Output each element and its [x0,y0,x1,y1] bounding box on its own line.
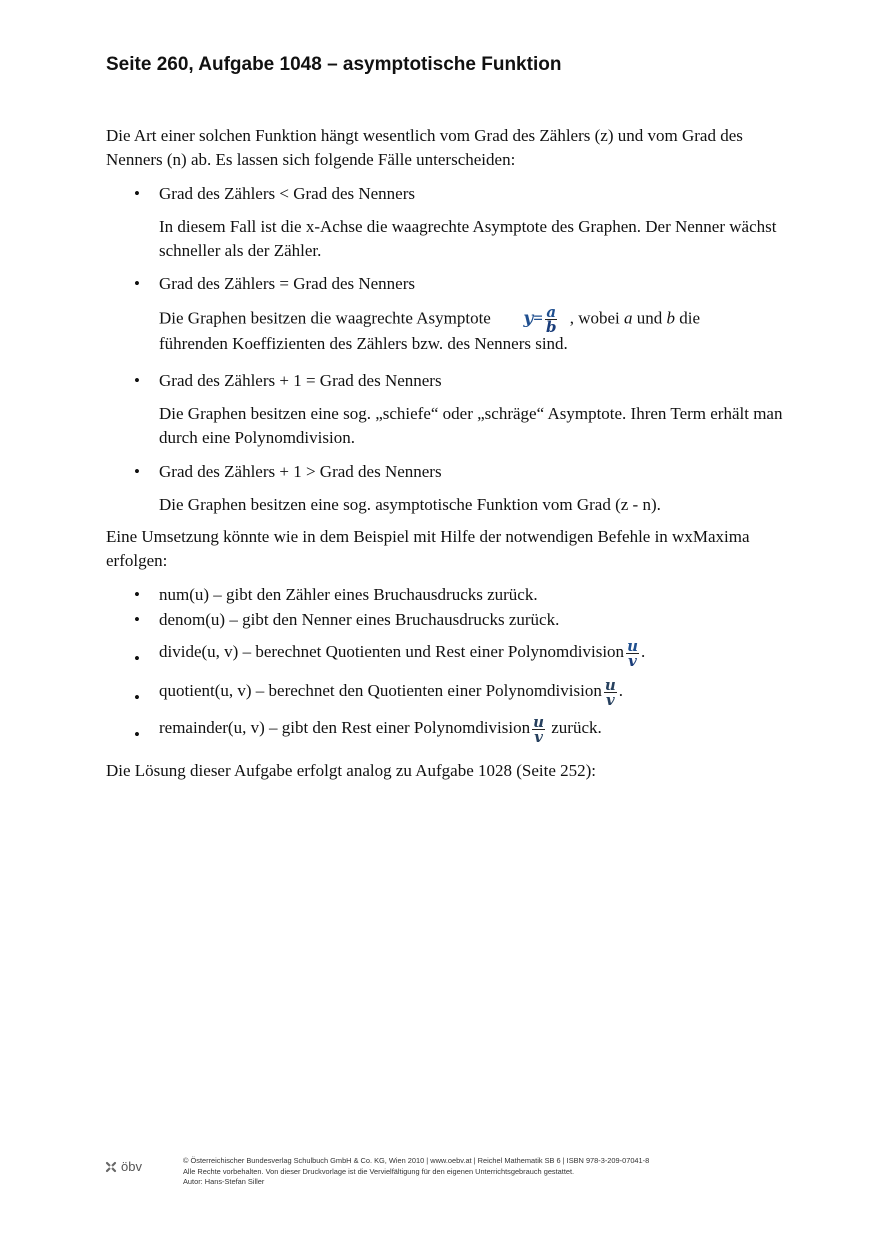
divide-numerator: u [627,636,638,655]
formula-denominator: b [545,318,557,336]
closing-paragraph: Die Lösung dieser Aufgabe erfolgt analog zu Aufgabe 1028 (Seite 252): [106,761,597,780]
remainder-fraction [532,712,545,746]
case-text-3: Die Graphen besitzen eine sog. „schiefe“ oder „schräge“ Asymptote. Ihren Term erhält man durch eine Polynomdivision. [159,404,783,447]
case-heading-3: Grad des Zählers + 1 = Grad des Nenners [159,371,442,390]
formula-numerator: a [546,303,557,321]
command-quotient-suffix: . [618,681,624,700]
case-text-4: Die Graphen besitzen eine sog. asymptotische Funktion vom Grad (z - n). [159,495,661,514]
var-a: a [623,308,633,328]
oebv-logo [104,1159,142,1174]
command-remainder-text: remainder(u, v) – gibt den Rest einer Polynomdivision [159,718,531,737]
formula-lhs: y [523,308,534,329]
oebv-logo-icon [104,1160,118,1174]
oebv-logo-text: öbv [121,1159,142,1174]
case-text-1: In diesem Fall ist die x-Achse die waagrechte Asymptote des Graphen. Der Nenner wächst schneller als der Zähler. [159,217,777,260]
quotient-fraction [604,675,617,709]
command-quotient-text: quotient(u, v) – berechnet den Quotienten einer Polynomdivision [159,681,602,700]
case-heading-2: Grad des Zählers = Grad des Nenners [159,274,415,293]
divide-denominator: v [626,653,639,668]
formula-eq: = [533,308,543,328]
formula-fraction [545,305,558,334]
quotient-numerator: u [604,675,616,694]
footer-line-3: Autor: Hans-Stefan Siller [183,1177,265,1186]
command-num: num(u) – gibt den Zähler eines Bruchausdrucks zurück. [159,585,538,604]
quotient-denominator: v [604,692,617,707]
command-denom: denom(u) – gibt den Nenner eines Bruchausdrucks zurück. [159,610,560,629]
implementation-intro: Eine Umsetzung könnte wie in dem Beispiel mit Hilfe der notwendigen Befehle in wxMaxima erfolgen: [106,527,750,570]
divide-fraction [626,636,639,670]
command-quotient [159,671,799,711]
case-text-2-line2: führenden Koeffizienten des Zählers bzw. des Nenners sind. [159,334,568,353]
var-b: b [666,308,675,328]
command-divide-suffix: . [640,642,646,661]
case-text-2 [159,305,799,334]
command-divide-text: divide(u, v) – berechnet Quotienten und Rest einer Polynomdivision [159,642,625,661]
remainder-denominator: v [532,729,545,744]
case-text-2-after-2: und [636,308,663,328]
intro-paragraph: Die Art einer solchen Funktion hängt wesentlich vom Grad des Zählers (z) und vom Grad des Nenners (n) ab. Es lassen sich folgende Fälle unterscheiden: [106,126,743,169]
footer-line-2: Alle Rechte vorbehalten. Von dieser Druckvorlage ist die Vervielfältigung für den eigenen Unterrichtsgebrauch gestattet. [183,1166,575,1176]
case-heading-4: Grad des Zählers + 1 > Grad des Nenners [159,462,442,481]
remainder-numerator: u [533,712,545,731]
command-remainder-suffix: zurück. [551,718,602,737]
case-text-2-before: Die Graphen besitzen die waagrechte Asymptote [159,308,491,328]
case-text-2-after-3: die [679,308,701,328]
footer-line-1: © Österreichischer Bundesverlag Schulbuch GmbH & Co. KG, Wien 2010 | www.oebv.at | Reichel Mathematik SB 6 | ISBN 978-3-209-07041-8 [183,1156,650,1165]
footer-text [183,1156,649,1188]
case-heading-1: Grad des Zählers < Grad des Nenners [159,184,415,203]
command-remainder [159,708,799,748]
command-divide [159,632,799,672]
case-text-2-after-1: , wobei [569,308,620,328]
page-title: Seite 260, Aufgabe 1048 – asymptotische Funktion [106,54,562,75]
